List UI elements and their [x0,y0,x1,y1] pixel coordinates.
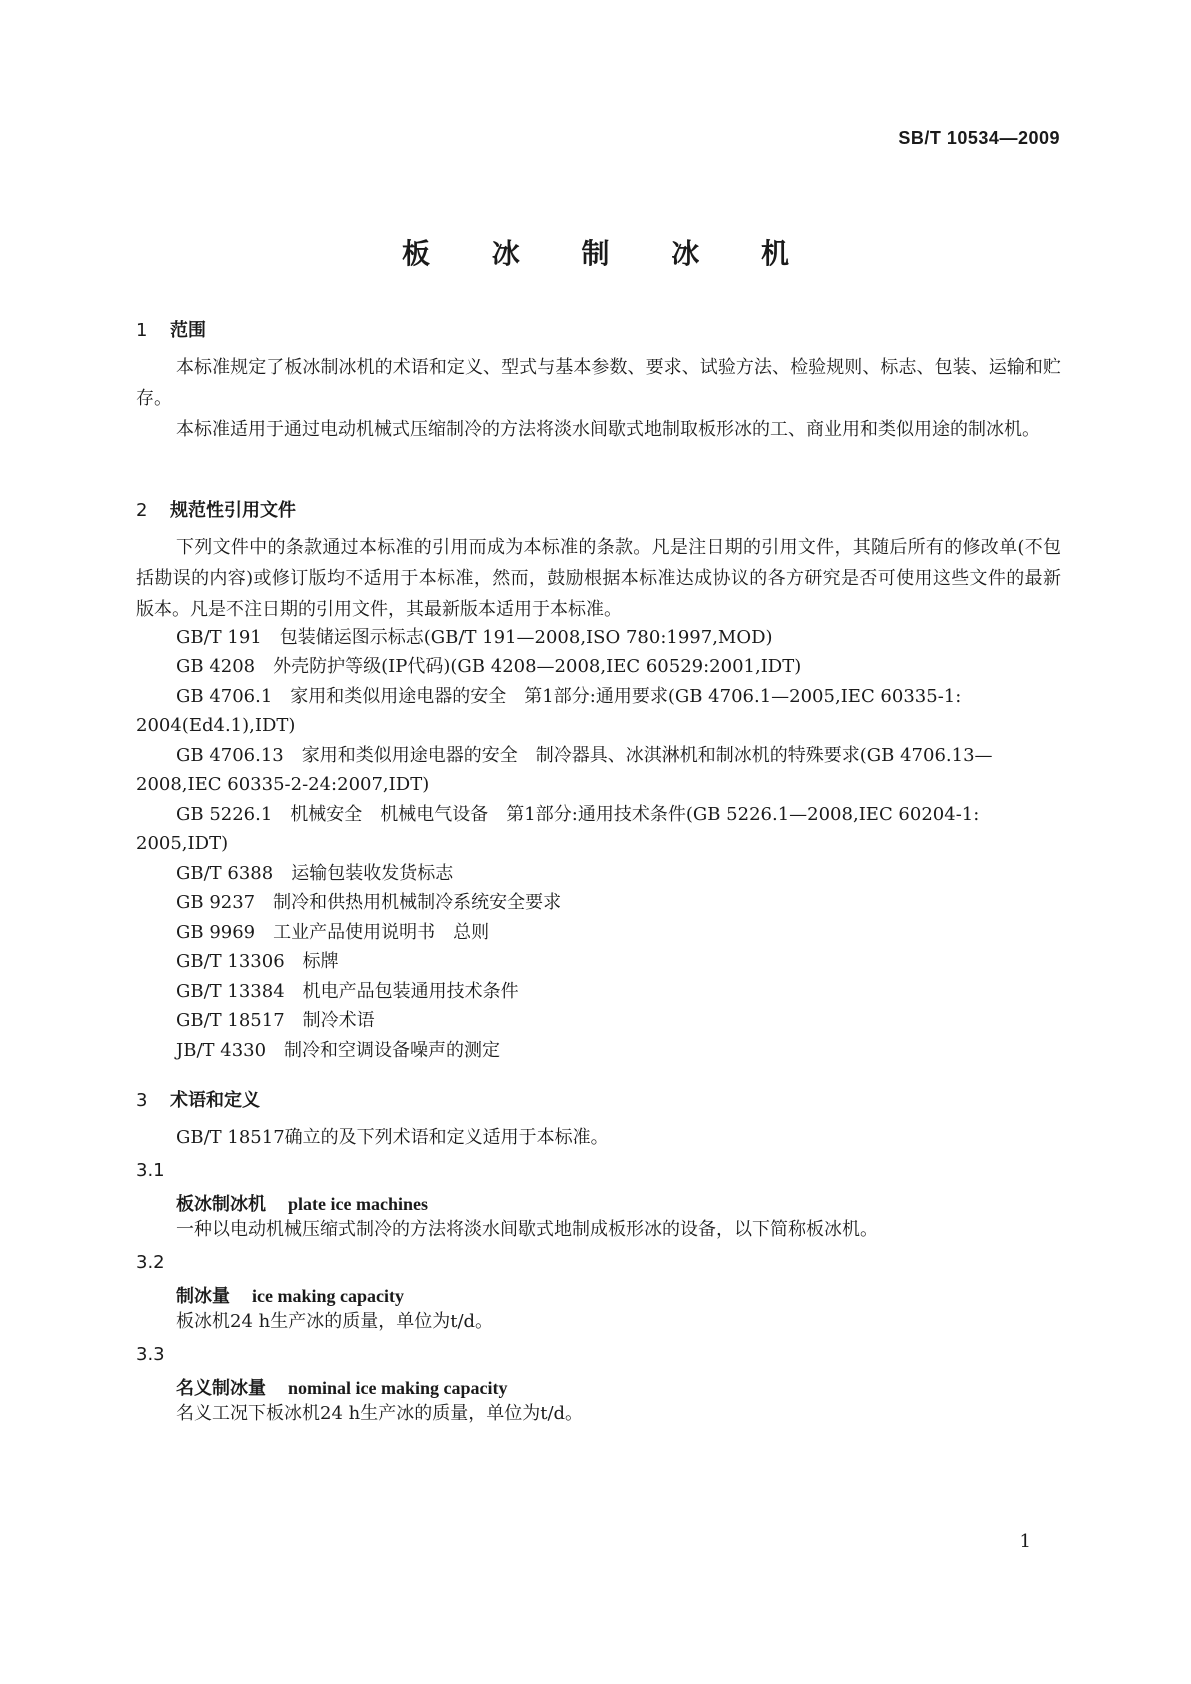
section-2-intro: 下列文件中的条款通过本标准的引用而成为本标准的条款。凡是注日期的引用文件，其随后所有的修改单(不包括勘误的内容)或修订版均不适用于本标准，然而，鼓励根据本标准达成协议的各方研究是否可使用这些文件的最新版本。凡是不注日期的引用文件，其最新版本适用于本标准。 [136,537,1061,620]
section-title: 术语和定义 [170,1090,260,1111]
page-number: 1 [1019,1531,1031,1552]
clause-number: 3.3 [136,1344,165,1365]
reference-item: GB 4208 外壳防护等级(IP代码)(GB 4208—2008,IEC 60529:2001,IDT) [176,656,802,677]
term-english: plate ice machines [288,1194,428,1214]
reference-item: GB 9969 工业产品使用说明书 总则 [176,922,490,943]
section-number: 3 [136,1090,148,1111]
term-english: ice making capacity [252,1286,404,1306]
reference-item: JB/T 4330 制冷和空调设备噪声的测定 [176,1040,501,1061]
reference-item: GB 4706.1 家用和类似用途电器的安全 第1部分:通用要求(GB 4706.1—2005,IEC 60335-1: [176,686,962,707]
term-chinese: 制冰量 [176,1286,230,1307]
reference-item-continuation: 2004(Ed4.1),IDT) [136,715,296,736]
term-chinese: 名义制冰量 [176,1378,266,1399]
standard-code: SB/T 10534—2009 [898,128,1060,148]
section-1-paragraph-1: 本标准规定了板冰制冰机的术语和定义、型式与基本参数、要求、试验方法、检验规则、标志、包装、运输和贮存。 [136,357,1061,409]
section-3-intro: GB/T 18517确立的及下列术语和定义适用于本标准。 [176,1127,609,1148]
reference-item: GB/T 6388 运输包装收发货标志 [176,863,454,884]
section-title: 规范性引用文件 [170,500,296,521]
section-3-heading [136,1086,260,1112]
term-english: nominal ice making capacity [288,1378,508,1398]
document-title: 板 冰 制 冰 机 [402,237,815,270]
reference-item: GB/T 13384 机电产品包装通用技术条件 [176,981,519,1002]
section-number: 1 [136,320,148,341]
section-1-heading [136,316,206,342]
term-entry [176,1374,508,1400]
clause-number: 3.2 [136,1252,165,1273]
term-definition: 板冰机24 h生产冰的质量，单位为t/d。 [176,1311,494,1332]
reference-item-continuation: 2005,IDT) [136,833,229,854]
section-title: 范围 [170,320,206,341]
reference-item: GB 5226.1 机械安全 机械电气设备 第1部分:通用技术条件(GB 5226.1—2008,IEC 60204-1: [176,804,980,825]
term-chinese: 板冰制冰机 [176,1194,266,1215]
term-entry [176,1282,404,1308]
reference-item-continuation: 2008,IEC 60335-2-24:2007,IDT) [136,774,430,795]
section-2-heading [136,496,296,522]
section-1-paragraph-2: 本标准适用于通过电动机械式压缩制冷的方法将淡水间歇式地制取板形冰的工、商业用和类似用途的制冰机。 [176,419,1040,440]
term-definition: 一种以电动机械压缩式制冷的方法将淡水间歇式地制成板形冰的设备，以下简称板冰机。 [176,1219,878,1240]
reference-item: GB/T 13306 标牌 [176,951,339,972]
clause-number: 3.1 [136,1160,165,1181]
reference-item: GB 9237 制冷和供热用机械制冷系统安全要求 [176,892,562,913]
section-number: 2 [136,500,148,521]
reference-item: GB/T 191 包装储运图示标志(GB/T 191—2008,ISO 780:1997,MOD) [176,627,773,648]
reference-item: GB/T 18517 制冷术语 [176,1010,375,1031]
term-definition: 名义工况下板冰机24 h生产冰的质量，单位为t/d。 [176,1403,584,1424]
reference-item: GB 4706.13 家用和类似用途电器的安全 制冷器具、冰淇淋机和制冰机的特殊要求(GB 4706.13— [176,745,993,766]
term-entry [176,1190,428,1216]
